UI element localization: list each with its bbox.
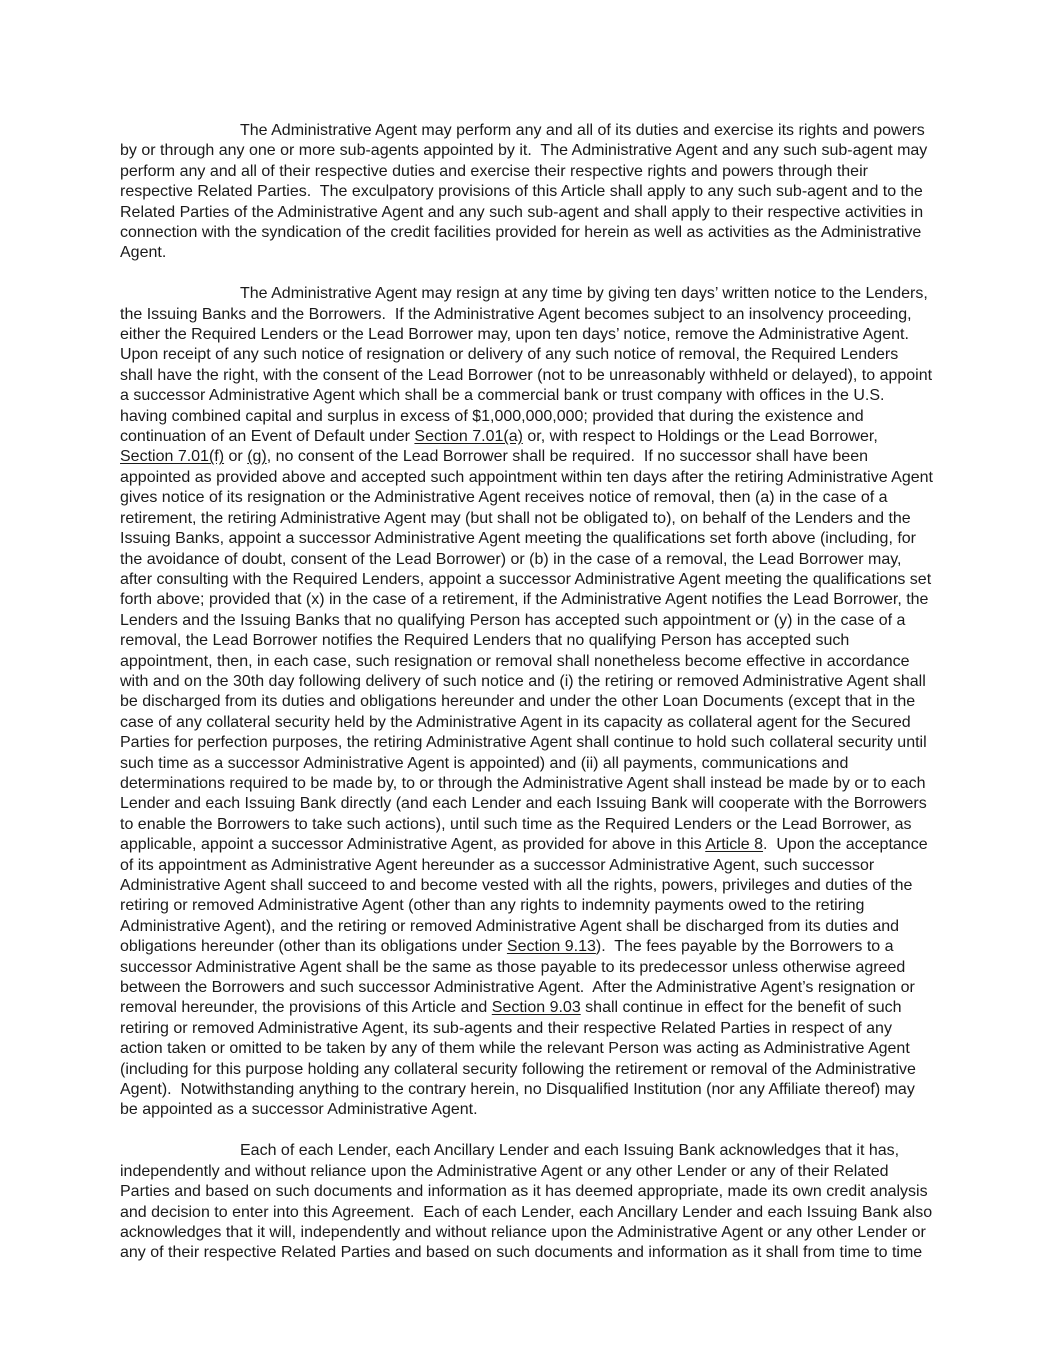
text-run: or, with respect to Holdings or the Lead Borrower, [522,428,883,446]
text-run: ). The fees payable by the Borrowers to a successor Administrative Agent shall be the same as those payable to its predecessor unless otherwise agreed between the Borrowers and such successor Administrative Agent. After the Administrative Agent’s resignation or removal hereunder, the provisions of this Article and [120,938,920,1017]
text-run: The Administrative Agent may perform any and all of its duties and exercise its rights and powers by or through any one or more sub-agents appointed by it. The Administrative Agent and any such sub-agent may perform any and all of their respective duties and exercise their respective rights and powers through their respective Related Parties. The exculpatory provisions of this Article shall apply to any such sub-agent and to the Related Parties of the Administrative Agent and any such sub-agent and shall apply to their respective activities in connection with the syndication of the credit facilities provided for herein as well as activities as the Administrative Agent. [120,122,932,262]
text-run: . Upon the acceptance of its appointment as Administrative Agent hereunder as a successor Administrative Agent, such successor Administrative Agent shall succeed to and become vested with all the rights, powers, privileges and duties of the retiring or removed Administrative Agent (other than any rights to indemnity payments owed to the retiring Administrative Agent), and the retiring or removed Administrative Agent shall be discharged from its duties and obligations hereunder (other than its obligations under [120,836,933,956]
section-reference: (g) [247,448,267,466]
text-run: or [224,448,248,466]
paragraph-2 [120,284,938,1121]
section-reference: Section 7.01(a) [414,428,523,446]
section-reference: Section 9.13 [506,938,596,956]
text-run: shall continue in effect for the benefit of such retiring or removed Administrative Agent, its sub-agents and their respective Related Parties in respect of any action taken or omitted to be taken by any of them while the relevant Person was acting as Administrative Agent (including for this purpose holding any collateral security following the retirement or removal of the Administrative Agent). Notwithstanding anything to the contrary herein, no Disqualified Institution (nor any Affiliate thereof) may be appointed as a successor Administrative Agent. [120,999,920,1119]
section-reference: Section 9.03 [491,999,581,1017]
paragraph-3 [120,1141,935,1263]
paragraph-1 [120,121,935,264]
text-run: , no consent of the Lead Borrower shall be required. If no successor shall have been appointed as provided above and accepted such appointment within ten days after the retiring Administrative Agent gives notice of its resignation or the Administrative Agent receives notice of removal, then (a) in the case of a retirement, the retiring Administrative Agent may (but shall not be obligated to), on behalf of the Lenders and the Issuing Banks, appoint a successor Administrative Agent meeting the qualifications set forth above (including, for the avoidance of doubt, consent of the Lead Borrower) or (b) in the case of a removal, the Lead Borrower may, after consulting with the Required Lenders, appoint a successor Administrative Agent meeting the qualifications set forth above; provided that (x) in the case of a retirement, if the Administrative Agent notifies the Lead Borrower, the Lenders and the Issuing Banks that no qualifying Person has accepted such appointment or (y) in the case of a removal, the Lead Borrower notifies the Required Lenders that no qualifying Person has accepted such appointment, then, in each case, such resignation or removal shall nonetheless become effective in accordance with and on the 30th day following delivery of such notice and (i) the retiring or removed Administrative Agent shall be discharged from its duties and obligations hereunder and under the other Loan Documents (except that in the case of any collateral security held by the Administrative Agent in its capacity as collateral agent for the Secured Parties for perfection purposes, the retiring Administrative Agent shall continue to hold such collateral security until such time as a successor Administrative Agent is appointed) and (ii) all payments, communications and determinations required to be made by, to or through the Administrative Agent shall instead be made by or to each Lender and each Issuing Bank directly (and each Lender and each Issuing Bank will cooperate with the Borrowers to enable the Borrowers to take such actions), until such time as the Required Lenders or the Lead Borrower, as applicable, appoint a successor Administrative Agent, as provided for above in this [120,448,938,854]
text-run: Each of each Lender, each Ancillary Lender and each Issuing Bank acknowledges that it has, independently and without reliance upon the Administrative Agent or any other Lender or any of their Related Parties and based on such documents and information as it has deemed appropriate, made its own credit analysis and decision to enter into this Agreement. Each of each Lender, each Ancillary Lender and each Issuing Bank also acknowledges that it will, independently and without reliance upon the Administrative Agent or any other Lender or any of their respective Related Parties and based on such documents and information as it shall from time to time [120,1142,937,1262]
section-reference: Section 7.01(f) [120,448,225,466]
text-run: The Administrative Agent may resign at any time by giving ten days’ written notice to the Lenders, the Issuing Banks and the Borrowers. If the Administrative Agent becomes subject to an insolvency proceeding, either the Required Lenders or the Lead Borrower may, upon ten days’ notice, remove the Administrative Agent. Upon receipt of any such notice of resignation or delivery of any such notice of removal, the Required Lenders shall have the right, with the consent of the Lead Borrower (not to be unreasonably withheld or delayed), to appoint a successor Administrative Agent which shall be a commercial bank or trust company with offices in the U.S. having combined capital and surplus in excess of $1,000,000,000; provided that during the existence and continuation of an Event of Default under [120,285,937,446]
section-reference: Article 8 [705,836,764,854]
document-body [120,121,938,1264]
